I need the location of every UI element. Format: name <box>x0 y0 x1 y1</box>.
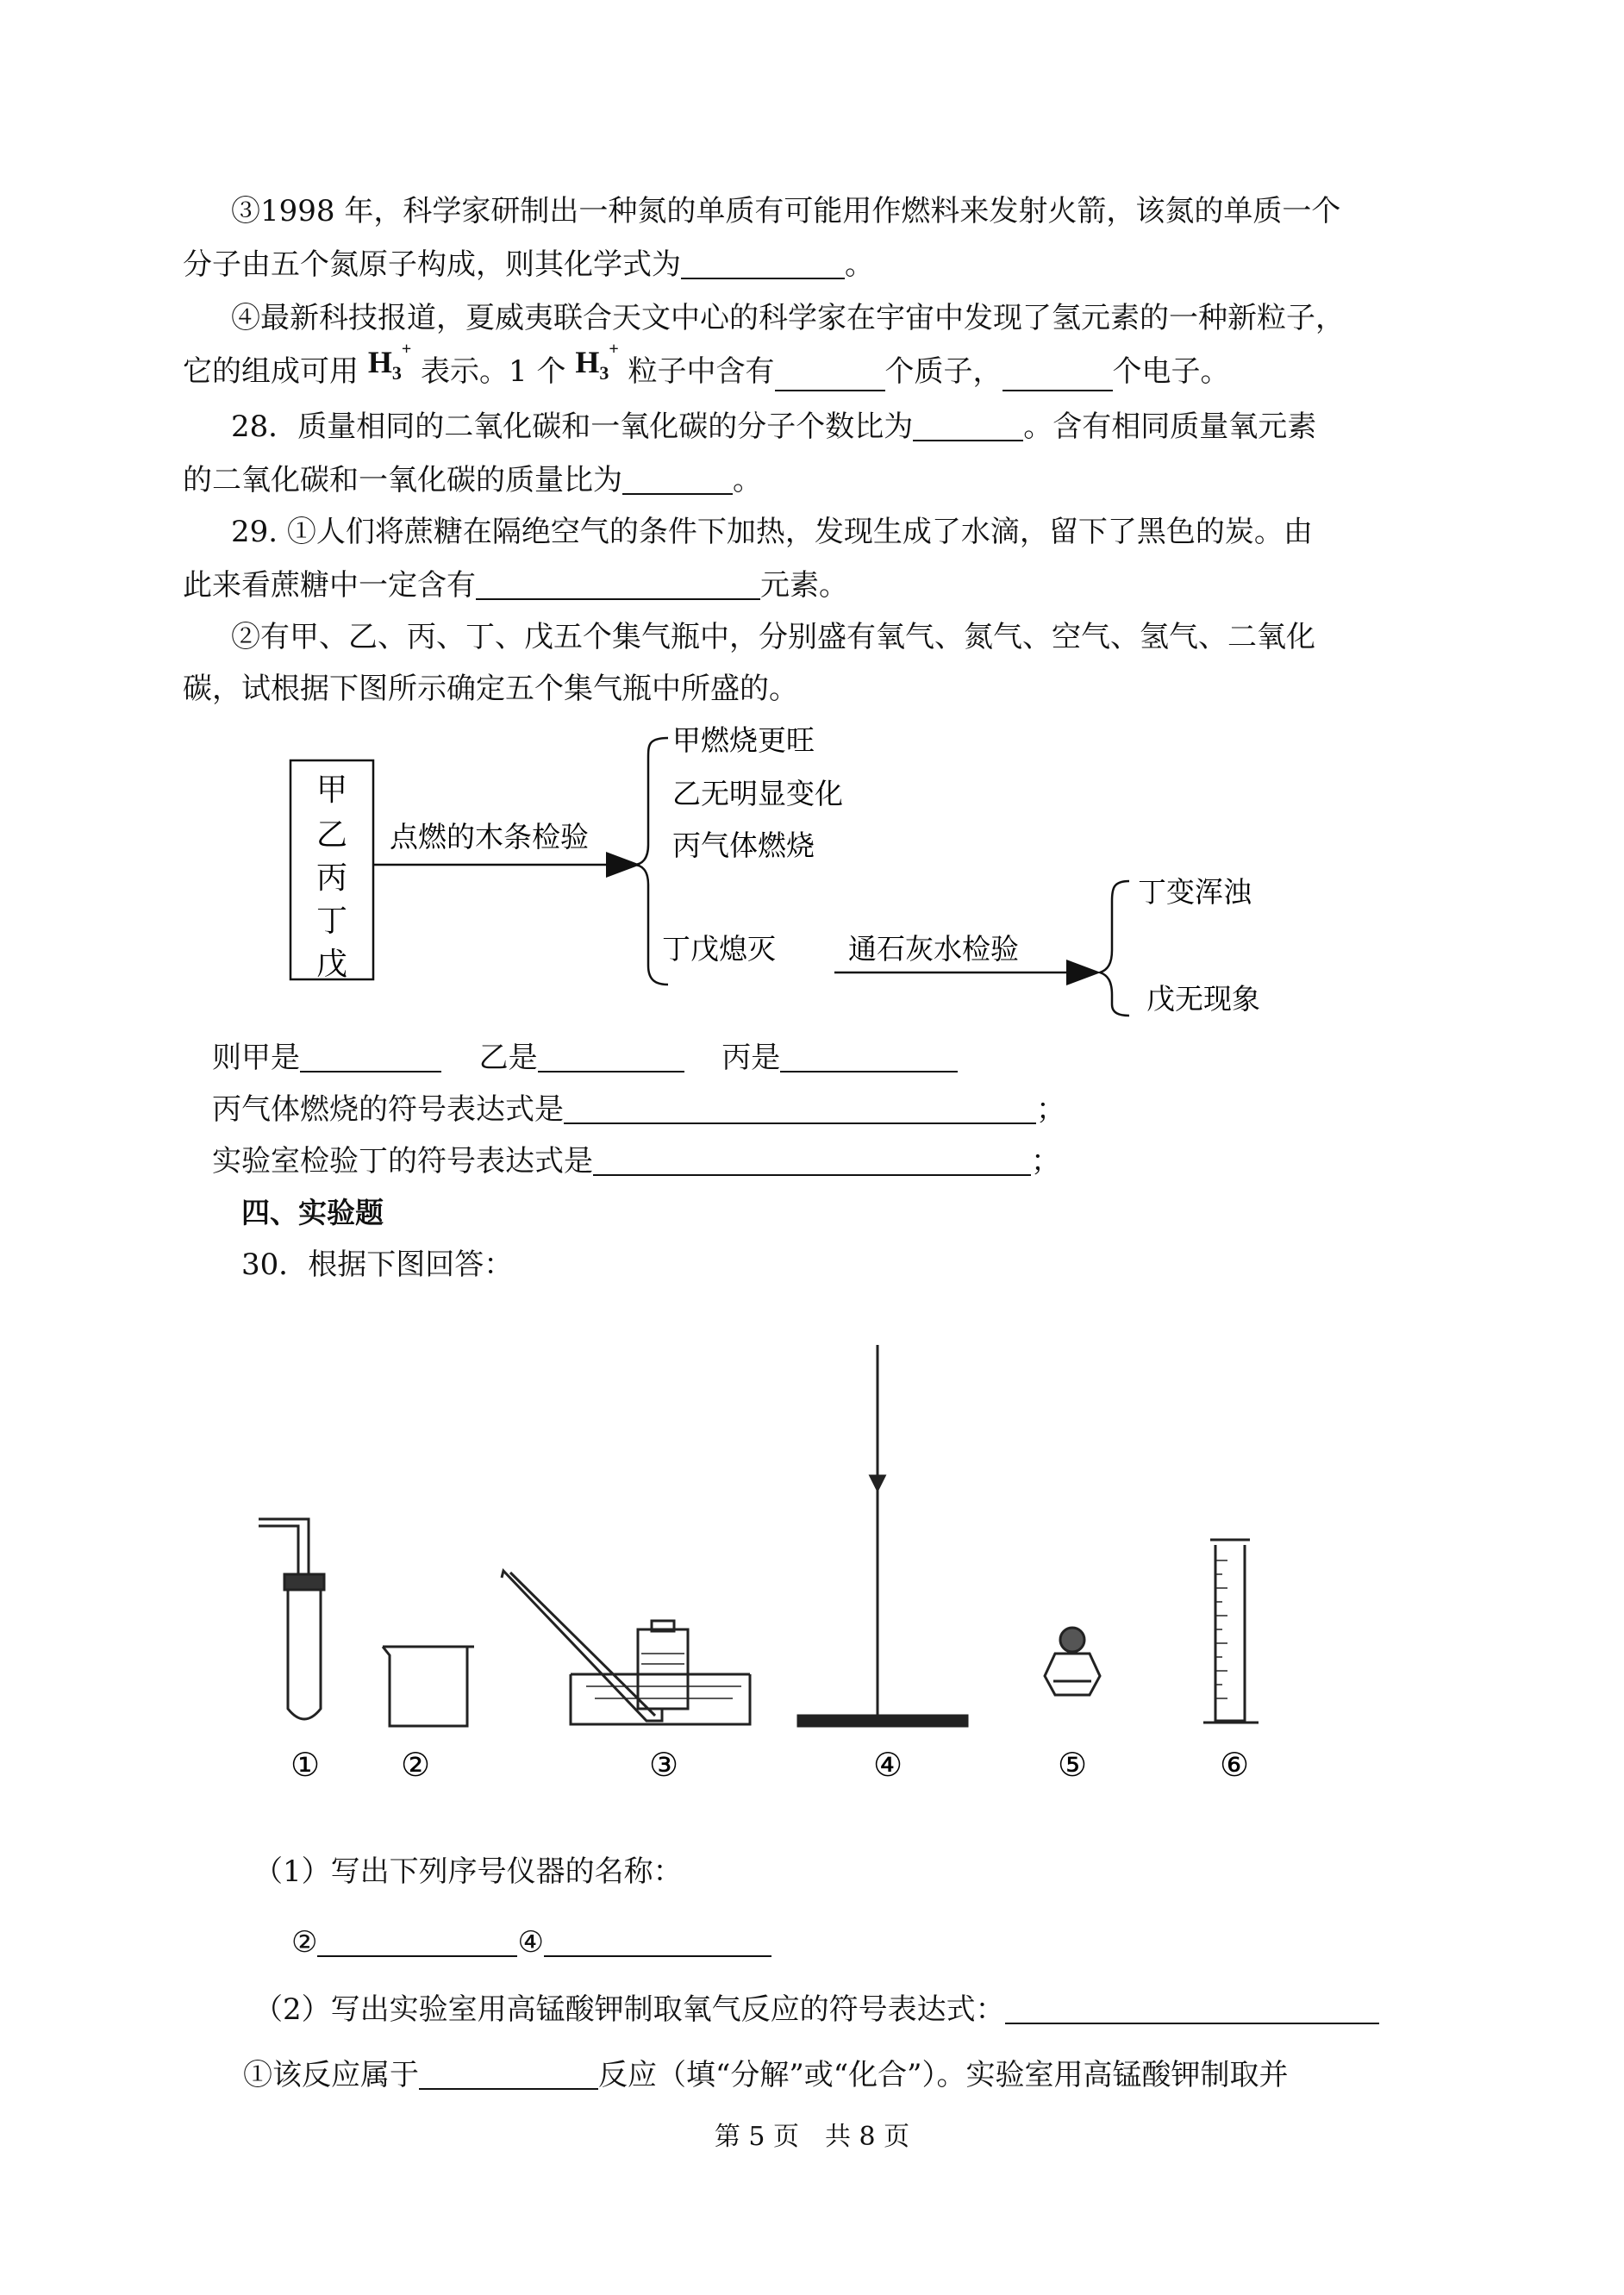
ion-charge: + <box>401 340 412 359</box>
q29-paragraph-1-line1: 29. ①人们将蔗糖在隔绝空气的条件下加热，发现生成了水滴，留下了黑色的炭。由 <box>231 515 1313 549</box>
ion-charge-2: + <box>609 340 619 359</box>
ion-element-2: H <box>575 345 600 379</box>
q29-paragraph-2-line1: ②有甲、乙、丙、丁、戊五个集气瓶中，分别盛有氧气、氮气、空气、氢气、二氧化 <box>231 620 1315 654</box>
apparatus-label-3: ③ <box>648 1746 679 1784</box>
q28-text-2: 。含有相同质量氧元素 <box>1023 410 1317 444</box>
marker-2: ② <box>291 1925 318 1960</box>
q29-paragraph-1-line2 <box>183 568 848 603</box>
bottle-label-bing: 丙 <box>315 860 348 896</box>
ion-symbol <box>367 340 412 385</box>
answer-blank-jia[interactable] <box>300 1041 441 1072</box>
answer-row-gases <box>212 1041 958 1075</box>
q28-text-1: 28．质量相同的二氧化碳和一氧化碳的分子个数比为 <box>231 410 914 444</box>
test-1-label: 点燃的木条检验 <box>390 820 589 854</box>
answer-blank-formula[interactable] <box>681 248 845 279</box>
bottle-label-jia: 甲 <box>315 772 348 808</box>
answer-blank-electrons[interactable] <box>1003 360 1113 391</box>
graduated-cylinder-icon <box>1203 1540 1259 1723</box>
gas-test-flow-diagram <box>0 707 1624 1035</box>
answer-blank-apparatus-2[interactable] <box>317 1926 517 1957</box>
answer-blank-mass-ratio[interactable] <box>622 464 733 495</box>
q27-paragraph-4-line2 <box>183 340 1230 391</box>
equation-row-ding <box>212 1144 1060 1179</box>
answer-blank-yi[interactable] <box>538 1041 684 1072</box>
page-footer: 第 5 页 共 8 页 <box>714 2122 910 2152</box>
section-title: 四、实验题 <box>241 1196 384 1229</box>
semicolon: ； <box>1031 1144 1060 1179</box>
answer-blank-apparatus-4[interactable] <box>544 1926 771 1957</box>
q28-text-3: 的二氧化碳和一氧化碳的质量比为 <box>183 463 622 497</box>
q27-text-2: 表示。1 个 <box>421 354 566 389</box>
result-ding: 丁变浑浊 <box>1138 875 1252 909</box>
test-2-label: 通石灰水检验 <box>848 932 1019 966</box>
answer-blank-reaction-type[interactable] <box>419 2059 598 2090</box>
q29-text-1: 此来看蔗糖中一定含有 <box>183 568 476 603</box>
result-jia: 甲燃烧更旺 <box>672 723 815 757</box>
reaction-type-text-2: 反应（填“分解”或“化合”）。实验室用高锰酸钾制取并 <box>598 2058 1289 2092</box>
q30-prompt: 30．根据下图回答： <box>241 1248 514 1282</box>
q29-text-2: 元素。 <box>760 568 848 603</box>
answer-blank-molecule-ratio[interactable] <box>913 410 1023 441</box>
q29-paragraph-2-line2: 碳，试根据下图所示确定五个集气瓶中所盛的。 <box>183 672 798 706</box>
q27-text-5: 个电子。 <box>1112 354 1230 389</box>
q27-paragraph-3-line2 <box>183 247 874 282</box>
answer-label-yi: 乙是 <box>478 1041 538 1075</box>
result-yi: 乙无明显变化 <box>672 777 843 810</box>
sub-question-2 <box>253 1992 1379 2027</box>
apparatus-label-2: ② <box>400 1746 431 1784</box>
equation-label-ding: 实验室检验丁的符号表达式是 <box>212 1144 593 1179</box>
apparatus-label-4: ④ <box>872 1746 903 1784</box>
q27-paragraph-3-line1: ③1998 年，科学家研制出一种氮的单质有可能用作燃料来发射火箭，该氮的单质一个 <box>231 194 1341 228</box>
sub-question-1-answers <box>291 1925 771 1960</box>
ion-symbol-2 <box>575 340 619 385</box>
result-ding-wu: 丁戊熄灭 <box>662 932 776 966</box>
q28-line1 <box>231 410 1317 444</box>
ion-subscript: 3 <box>391 362 402 385</box>
sub-question-1: （1）写出下列序号仪器的名称： <box>253 1854 683 1889</box>
beaker-icon <box>383 1647 474 1726</box>
equation-row-bing <box>212 1092 1065 1127</box>
bottle-label-wu: 戊 <box>315 947 348 982</box>
answer-blank-bing[interactable] <box>780 1041 958 1072</box>
apparatus-label-5: ⑤ <box>1057 1746 1088 1784</box>
q27-period: 。 <box>845 247 874 282</box>
answer-label-bing: 丙是 <box>721 1041 781 1075</box>
marker-4: ④ <box>517 1925 544 1960</box>
q27-text-3: 粒子中含有 <box>628 354 775 389</box>
equation-blank-ding[interactable] <box>593 1145 1031 1176</box>
q27-text-4: 个质子， <box>884 354 1003 389</box>
answer-label-jia: 则甲是 <box>212 1041 300 1075</box>
ion-subscript-2: 3 <box>599 362 609 385</box>
result-bing: 丙气体燃烧 <box>672 829 815 862</box>
sub-question-2-text: （2）写出实验室用高锰酸钾制取氧气反应的符号表达式： <box>253 1992 1005 2027</box>
reaction-type-text-1: ①该反应属于 <box>243 2058 419 2092</box>
iron-stand-icon <box>798 1345 967 1726</box>
answer-blank-elements[interactable] <box>476 569 760 600</box>
apparatus-label-1: ① <box>290 1746 321 1784</box>
apparatus-figure <box>0 1319 1624 1802</box>
q28-text-4: 。 <box>733 463 762 497</box>
answer-blank-protons[interactable] <box>775 360 885 391</box>
test-tube-apparatus <box>259 1519 324 1719</box>
result-wu: 戊无现象 <box>1146 982 1260 1016</box>
alcohol-lamp-icon <box>1045 1628 1100 1695</box>
ion-element: H <box>367 345 392 379</box>
apparatus-label-6: ⑥ <box>1219 1746 1250 1784</box>
brace-2 <box>1100 881 1129 1016</box>
q27-text-1: 它的组成可用 <box>183 354 359 389</box>
semicolon: ； <box>1036 1092 1065 1127</box>
q28-line2 <box>183 464 762 495</box>
q27-paragraph-4-line1: ④最新科技报道，夏威夷联合天文中心的科学家在宇宙中发现了氢元素的一种新粒子， <box>231 301 1345 335</box>
equation-blank-bing[interactable] <box>564 1093 1036 1124</box>
sub-question-2-part-1 <box>243 2059 1289 2090</box>
bottle-label-ding: 丁 <box>315 904 348 939</box>
answer-blank-kmno4-equation[interactable] <box>1005 1993 1379 2024</box>
bottle-label-yi: 乙 <box>315 817 348 853</box>
equation-label-bing: 丙气体燃烧的符号表达式是 <box>212 1092 564 1127</box>
q27-paragraph-3-text: 分子由五个氮原子构成，则其化学式为 <box>183 247 681 282</box>
water-trough-apparatus <box>502 1571 750 1724</box>
